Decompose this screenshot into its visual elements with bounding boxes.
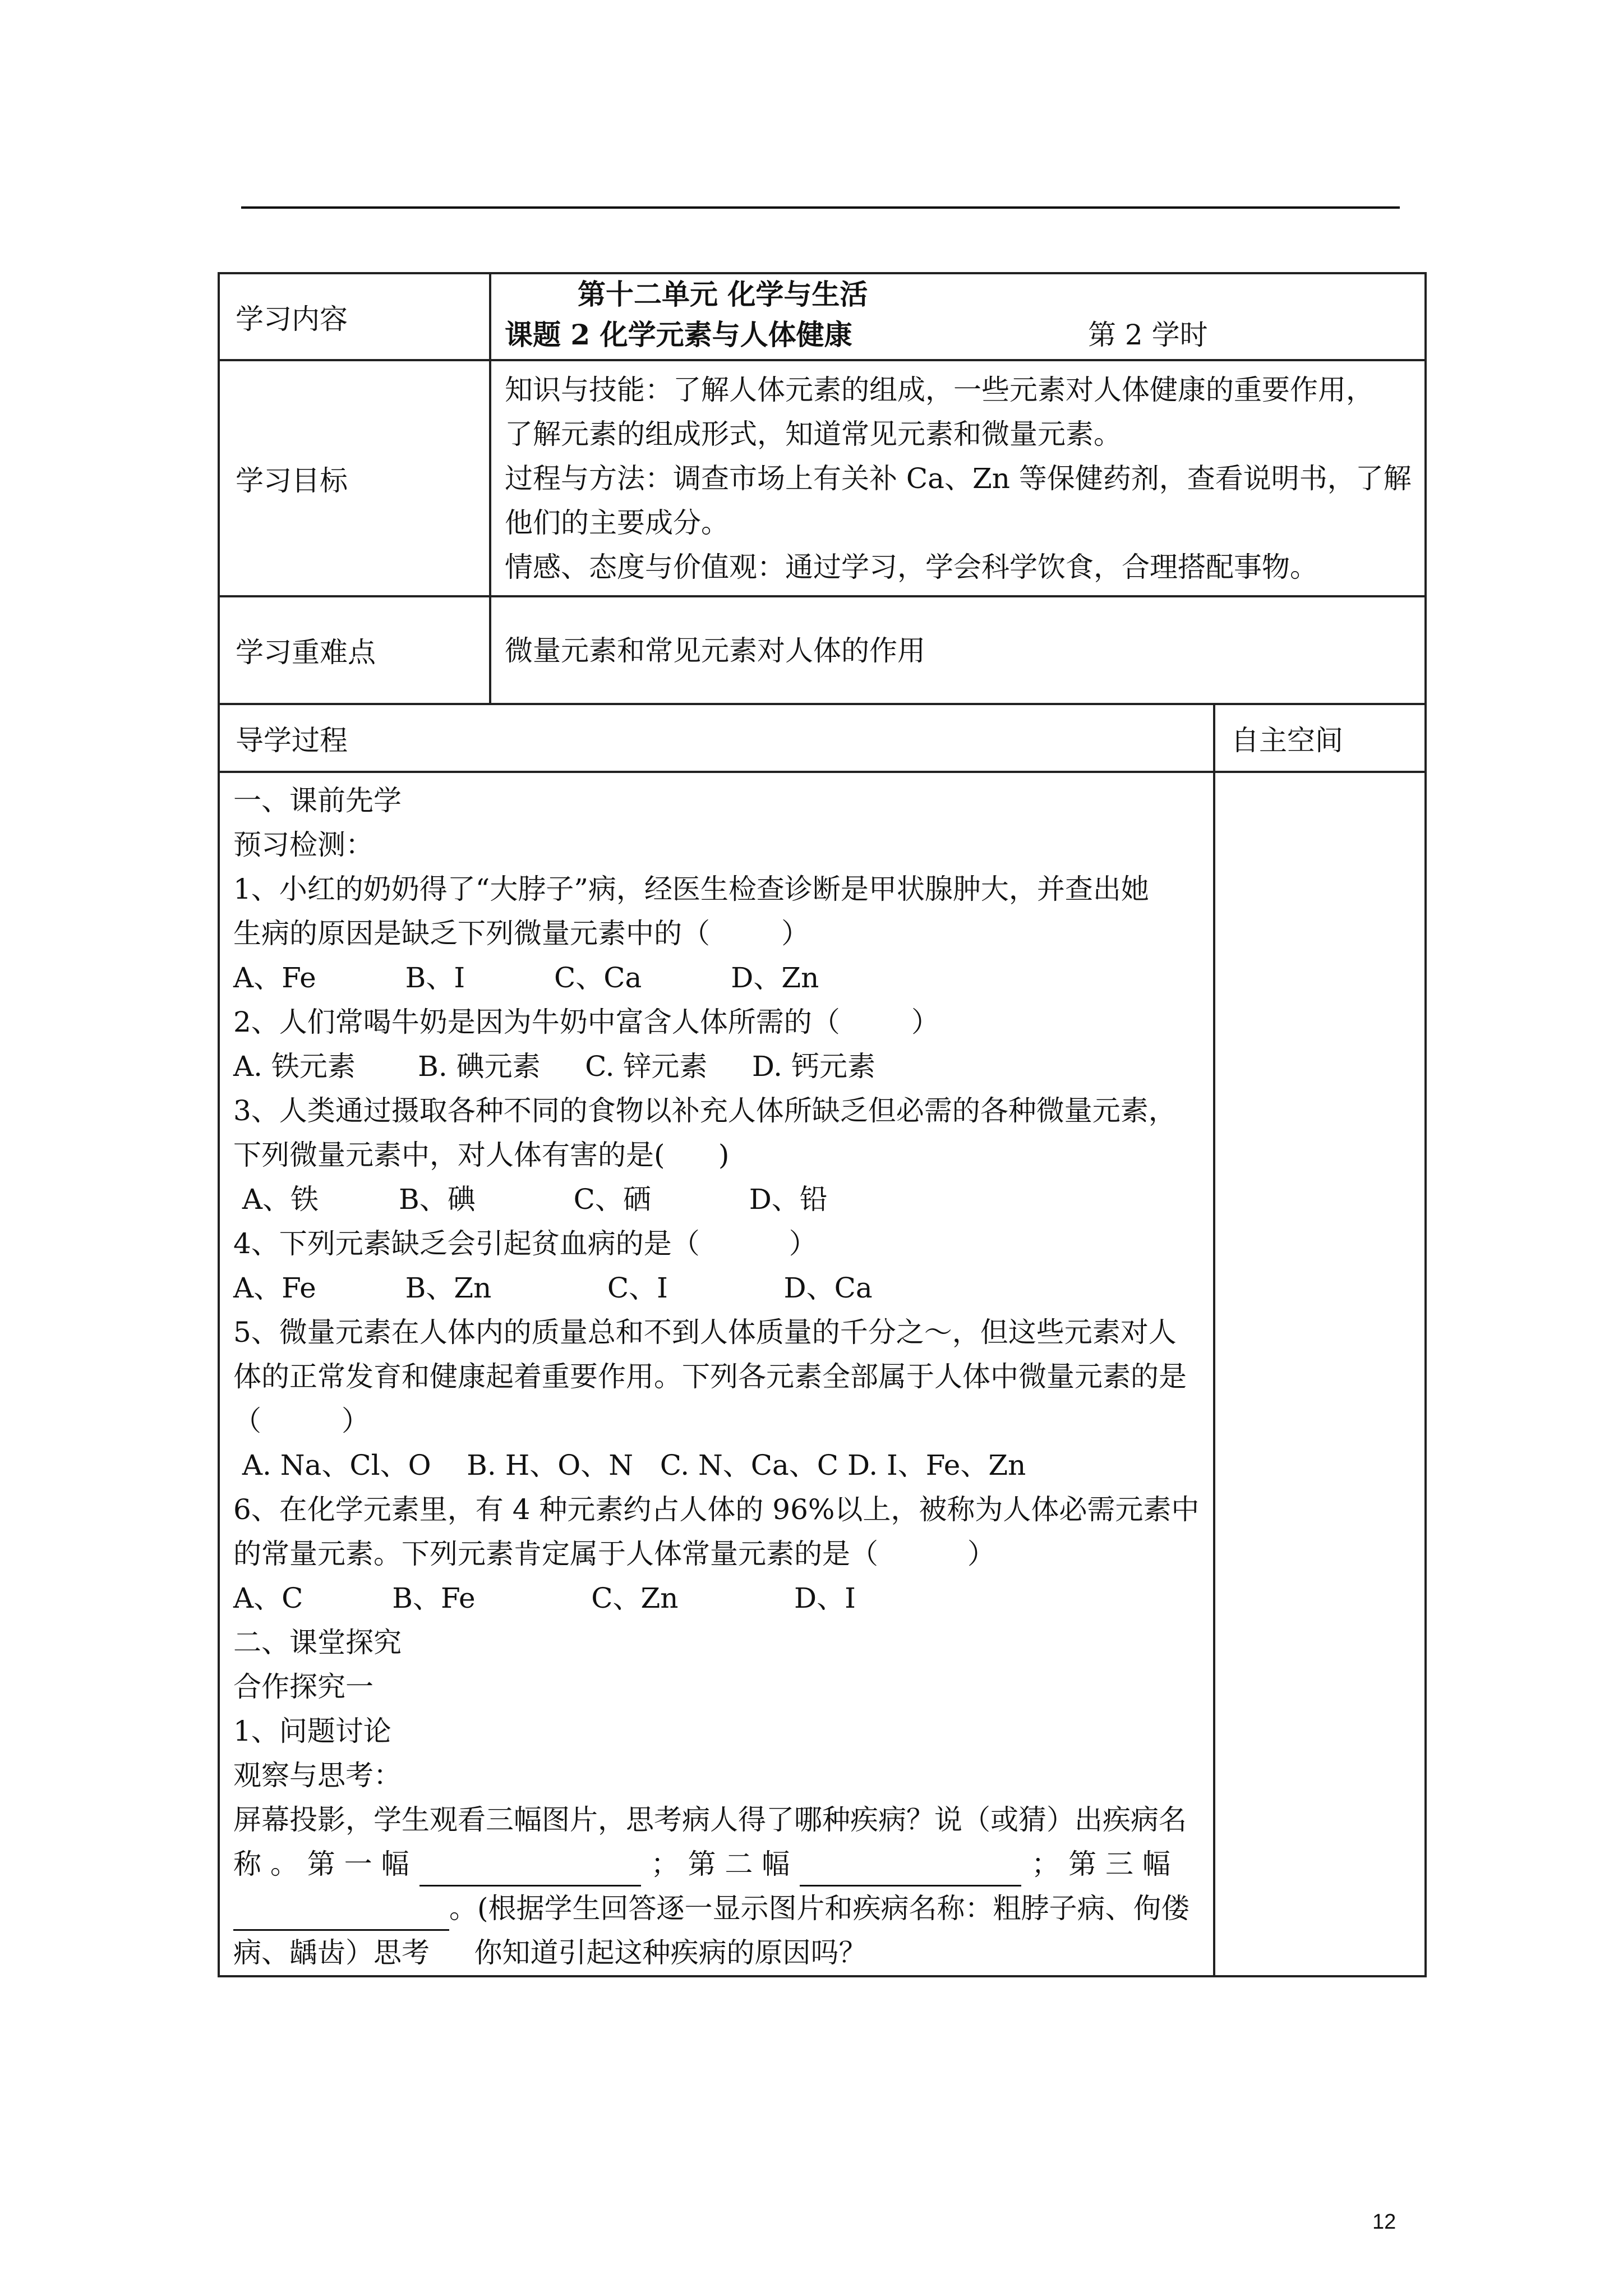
title-cell: [490, 273, 1426, 360]
content-line: 一、课前先学: [233, 784, 402, 817]
row-keypoints: [219, 596, 1426, 704]
content-line-final: 病、龋齿）思考 你知道引起这种疾病的原因吗？: [233, 1936, 867, 1969]
content-line: 2、人们常喝牛奶是因为牛奶中富含人体所需的（ ）: [233, 1006, 939, 1038]
content-line: 1、小红的奶奶得了“大脖子”病，经医生检查诊断是甲状腺肿大，并查出她: [233, 873, 1149, 905]
page-number: 12: [1372, 2210, 1396, 2234]
side-space-cell: [1214, 772, 1426, 1976]
objectives-cell: [490, 360, 1426, 596]
unit-title: 第十二单元 化学与生活: [578, 278, 868, 311]
content-line: （ ）: [233, 1405, 370, 1437]
keypoints-text: 微量元素和常见元素对人体的作用: [505, 634, 925, 667]
row-objectives: [219, 360, 1426, 596]
period-label: 第 2 学时: [1088, 319, 1208, 351]
figure-1-blank: [419, 1853, 641, 1887]
figure-3-label: ； 第 三 幅: [1031, 1848, 1170, 1880]
content-line: A. 铁元素 B. 碘元素 C. 锌元素 D. 钙元素: [233, 1050, 875, 1083]
label-objectives: 学习目标: [219, 360, 490, 596]
objective-line: 知识与技能：了解人体元素的组成，一些元素对人体健康的重要作用，: [505, 374, 1374, 406]
process-content-cell: [219, 772, 1214, 1976]
content-line: 4、下列元素缺乏会引起贫血病的是（ ）: [233, 1227, 817, 1260]
content-line: 5、微量元素在人体内的质量总和不到人体质量的千分之～，但这些元素对人: [233, 1316, 1177, 1349]
content-line: 生病的原因是缺乏下列微量元素中的（ ）: [233, 917, 810, 950]
lesson-title-row: [505, 315, 1424, 355]
objective-line: 他们的主要成分。: [505, 507, 729, 539]
lesson-plan-table: [218, 272, 1427, 1977]
label-process: 导学过程: [219, 704, 1214, 772]
content-line: 的常量元素。下列元素肯定属于人体常量元素的是（ ）: [233, 1538, 995, 1570]
content-line: A、C B、Fe C、Zn D、I: [233, 1582, 856, 1614]
content-line: A. Na、Cl、O B. H、O、N C. N、Ca、C D. I、Fe、Zn: [233, 1449, 1026, 1481]
content-line: 下列微量元素中，对人体有害的是( ): [233, 1139, 730, 1171]
answer-text: 。(根据学生回答逐一显示图片和疾病名称：粗脖子病、佝偻: [449, 1892, 1189, 1925]
content-line: 观察与思考：: [233, 1759, 402, 1792]
content-line: A、铁 B、碘 C、硒 D、铅: [233, 1183, 828, 1216]
objective-line: 情感、态度与价值观：通过学习，学会科学饮食，合理搭配事物。: [505, 551, 1318, 583]
content-line: 3、人类通过摄取各种不同的食物以补充人体所缺乏但必需的各种微量元素，: [233, 1094, 1177, 1127]
header-rule: [241, 206, 1400, 209]
label-content: 学习内容: [219, 273, 490, 360]
content-line: 体的正常发育和健康起着重要作用。下列各元素全部属于人体中微量元素的是: [233, 1360, 1187, 1393]
figure-2-label: ； 第 二 幅: [651, 1848, 790, 1880]
figure-1-label: 称 。 第 一 幅: [233, 1848, 409, 1880]
figure-3-blank: [233, 1898, 449, 1931]
content-line: 屏幕投影，学生观看三幅图片，思考病人得了哪种疾病？说（或猜）出疾病名: [233, 1803, 1187, 1836]
content-line: 1、问题讨论: [233, 1715, 391, 1747]
content-line: 6、在化学元素里，有 4 种元素约占人体的 96%以上，被称为人体必需元素中: [233, 1493, 1200, 1526]
row-process-body: [219, 772, 1426, 1976]
content-line: 预习检测：: [233, 829, 374, 861]
label-side-space: 自主空间: [1214, 704, 1426, 772]
figures-line: [233, 1842, 1202, 1887]
label-keypoints: 学习重难点: [219, 596, 490, 704]
content-line: 合作探究一: [233, 1671, 374, 1703]
lesson-title: 课题 2 化学元素与人体健康: [505, 318, 852, 351]
row-content: [219, 273, 1426, 360]
objective-line: 了解元素的组成形式，知道常见元素和微量元素。: [505, 418, 1122, 450]
figure-2-blank: [800, 1853, 1021, 1887]
row-process-header: [219, 704, 1426, 772]
content-line: 二、课堂探究: [233, 1626, 402, 1659]
objective-line: 过程与方法：调查市场上有关补 Ca、Zn 等保健药剂，查看说明书，了解: [505, 462, 1412, 495]
content-line: A、Fe B、Zn C、I D、Ca: [233, 1272, 873, 1304]
content-line: A、Fe B、I C、Ca D、Zn: [233, 961, 819, 994]
keypoints-cell: [490, 596, 1426, 704]
answer-line: [233, 1887, 1202, 1931]
